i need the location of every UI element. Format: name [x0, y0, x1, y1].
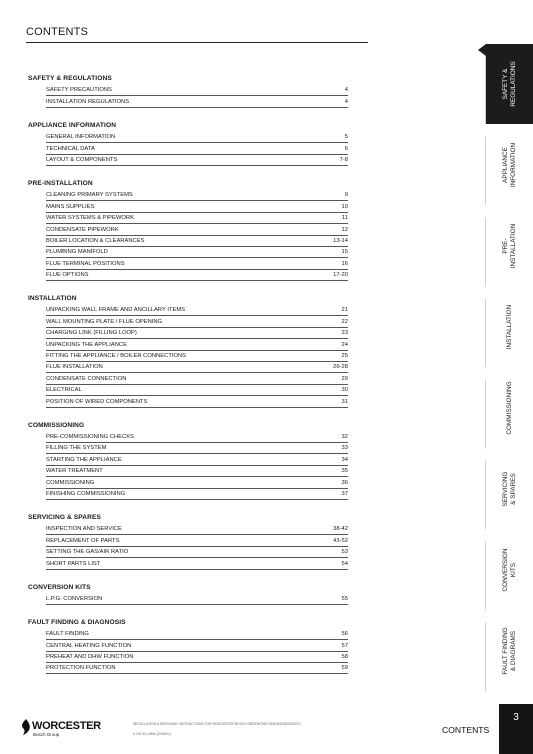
toc-section: [28, 421, 348, 500]
toc-entry-label: FILLING THE SYSTEM: [46, 445, 107, 452]
toc-entry-page: 32: [341, 433, 348, 440]
toc-section: [28, 583, 348, 605]
toc-entry[interactable]: [46, 524, 348, 535]
tab-notch: [478, 530, 486, 542]
toc-section-title: PRE-INSTALLATION: [28, 179, 93, 187]
toc-entry[interactable]: [46, 652, 348, 663]
toc-section-title: SERVICING & SPARES: [28, 513, 102, 521]
section-tab-label: [506, 305, 514, 350]
toc-entry-page: 25: [341, 353, 348, 360]
footer-document-title: INSTALLATION & SERVICING INSTRUCTIONS FOR WORCESTER BOSCH GREENSTAR 25Si/30Si/25Si/28CDi: [133, 722, 301, 726]
toc-entry-label: MAINS SUPPLIES: [46, 203, 95, 210]
toc-entry-label: WALL MOUNTING PLATE / FLUE OPENING: [46, 318, 163, 325]
toc-entry-label: GENERAL INFORMATION: [46, 134, 116, 141]
toc-entry[interactable]: [46, 362, 348, 373]
toc-entry-page: 55: [341, 595, 348, 602]
toc-entry-label: UNPACKING THE APPLIANCE: [46, 341, 127, 348]
toc-entry-label: CLEANING PRIMARY SYSTEMS: [46, 192, 133, 199]
footer-contents-label: CONTENTS: [442, 725, 490, 735]
toc-entry-page: 35: [341, 468, 348, 475]
toc-entry-page: 16: [341, 260, 348, 267]
section-tab-label: [502, 224, 518, 269]
toc-entry-page: 38-42: [333, 526, 348, 533]
section-tab-label-line: CONVERSION: [501, 548, 509, 592]
toc-entry-label: UNPACKING WALL FRAME AND ANCILLARY ITEMS: [46, 307, 186, 314]
toc-entry-page: 26-28: [333, 364, 348, 371]
toc-section: [28, 74, 348, 108]
section-tab-label-line: SERVICING: [501, 471, 509, 507]
toc-entry-label: SAFETY PRECAUTIONS: [46, 87, 112, 94]
section-tab[interactable]: [485, 530, 533, 610]
toc-entry-label: SHORT PARTS LIST: [46, 560, 101, 567]
toc-entry-label: CONDENSATE CONNECTION: [46, 375, 127, 382]
toc-entry[interactable]: [46, 339, 348, 350]
toc-entry-page: 23: [341, 330, 348, 337]
section-tab-label-line: KITS: [509, 562, 517, 578]
toc-entry-label: FAULT FINDING: [46, 631, 89, 638]
toc-entry-page: 53: [341, 549, 348, 556]
section-tab-label-line: INSTALLATION: [505, 304, 513, 350]
toc-section-title: FAULT FINDING & DIAGNOSIS: [28, 618, 126, 626]
section-tab-label: [502, 61, 518, 106]
toc-entry-label: FINISHING COMMISSIONING: [46, 490, 126, 497]
toc-entry-page: 29: [341, 375, 348, 382]
page-number-box: [499, 704, 533, 754]
toc-entry[interactable]: [46, 224, 348, 235]
toc-entry[interactable]: [46, 663, 348, 674]
toc-section: [28, 294, 348, 408]
toc-entry-label: CONDENSATE PIPEWORK: [46, 226, 119, 233]
toc-entry-page: 43-52: [333, 537, 348, 544]
section-tab-label-line: APPLIANCE: [501, 147, 509, 183]
section-tab[interactable]: [485, 287, 533, 367]
toc-entry-page: 54: [341, 560, 348, 567]
toc-entry[interactable]: [46, 270, 348, 281]
toc-entry-label: POSITION OF WIRED COMPONENTS: [46, 398, 148, 405]
toc-entry-label: INSPECTION AND SERVICE: [46, 526, 122, 533]
toc-entry-page: 17-20: [333, 272, 348, 279]
tab-notch: [478, 449, 486, 461]
page-title: CONTENTS: [26, 26, 89, 38]
toc-entry-page: 59: [341, 665, 348, 672]
tab-notch: [478, 368, 486, 380]
toc-entry[interactable]: [46, 143, 348, 154]
toc-entry[interactable]: [46, 535, 348, 546]
section-tab[interactable]: [485, 611, 533, 691]
toc-entry-label: TECHNICAL DATA: [46, 145, 95, 152]
section-tab[interactable]: [485, 368, 533, 448]
toc-entry[interactable]: [46, 640, 348, 651]
toc-entry[interactable]: [46, 328, 348, 339]
toc-entry-label: PROTECTION FUNCTION: [46, 665, 116, 672]
toc-entry[interactable]: [46, 477, 348, 488]
toc-entry[interactable]: [46, 236, 348, 247]
toc-entry[interactable]: [46, 213, 348, 224]
section-tab-label-line: & DIAGRAMS: [509, 630, 517, 672]
toc-entry-label: FLUE OPTIONS: [46, 272, 89, 279]
toc-entry[interactable]: [46, 201, 348, 212]
toc-entry-page: 56: [341, 631, 348, 638]
toc-entry-label: PREHEAT AND DHW FUNCTION: [46, 654, 134, 661]
section-tab-label-line: SAFETY &: [501, 68, 509, 100]
toc-section: [28, 618, 348, 675]
worcester-logo: [20, 716, 116, 740]
toc-entry-page: 34: [341, 456, 348, 463]
toc-entry[interactable]: [46, 466, 348, 477]
toc-entry-label: FLUE TERMINAL POSITIONS: [46, 260, 125, 267]
toc-entry-page: 24: [341, 341, 348, 348]
toc-section-title: APPLIANCE INFORMATION: [28, 121, 117, 129]
section-tab-label: [502, 471, 518, 506]
toc-entry[interactable]: [46, 258, 348, 269]
toc-entry-page: 5: [344, 134, 348, 141]
tab-notch: [478, 287, 486, 299]
logo-text: WORCESTER: [32, 720, 101, 732]
section-tab[interactable]: [485, 125, 533, 205]
toc-entry-page: 31: [341, 398, 348, 405]
toc-entry[interactable]: [46, 489, 348, 500]
section-tab-label: [502, 143, 518, 187]
toc-entry[interactable]: [46, 454, 348, 465]
toc-section: [28, 179, 348, 281]
toc-entry-label: COMMISSIONING: [46, 479, 95, 486]
toc-entry-label: CENTRAL HEATING FUNCTION: [46, 642, 132, 649]
section-tab[interactable]: [485, 449, 533, 529]
toc-entry-label: PLUMBING MANIFOLD: [46, 249, 108, 256]
toc-entry[interactable]: [46, 316, 348, 327]
tab-notch: [478, 44, 486, 56]
toc-entry[interactable]: [46, 547, 348, 558]
table-of-contents: [28, 74, 348, 687]
toc-entry-label: INSTALLATION REGULATIONS: [46, 98, 130, 105]
toc-entry-page: 21: [341, 307, 348, 314]
toc-section-title: COMMISSIONING: [28, 421, 85, 429]
toc-entry-label: WATER SYSTEMS & PIPEWORK: [46, 215, 134, 222]
logo-subtext: Bosch Group: [33, 732, 60, 737]
section-tab-label: [502, 627, 518, 674]
toc-entry-page: 4: [344, 87, 348, 94]
toc-entry[interactable]: [46, 85, 348, 96]
toc-section-title: SAFETY & REGULATIONS: [28, 75, 112, 82]
toc-entry-label: WATER TREATMENT: [46, 468, 103, 475]
section-tab-label-line: INSTALLATION: [509, 223, 517, 269]
tab-notch: [478, 611, 486, 623]
section-tab-label-line: PRE-: [501, 238, 509, 254]
toc-entry-label: SETTING THE GAS/AIR RATIO: [46, 549, 129, 556]
section-tab-label-line: FAULT FINDING: [501, 627, 509, 675]
toc-entry[interactable]: [46, 247, 348, 258]
footer-document-code: 6 720 612 485d (2006/01): [133, 732, 171, 736]
toc-entry-label: FITTING THE APPLIANCE / BOILER CONNECTIONS: [46, 353, 187, 360]
toc-entry-label: BOILER LOCATION & CLEARANCES: [46, 237, 145, 244]
section-tab-label: [502, 549, 518, 592]
toc-entry-label: REPLACEMENT OF PARTS: [46, 537, 120, 544]
toc-entry[interactable]: [46, 132, 348, 143]
toc-entry-page: 22: [341, 318, 348, 325]
toc-entry-page: 4: [344, 98, 348, 105]
toc-entry[interactable]: [46, 443, 348, 454]
toc-entry[interactable]: [46, 629, 348, 640]
toc-entry-page: 12: [341, 226, 348, 233]
section-tab-label-line: INFORMATION: [509, 142, 517, 188]
tab-notch: [478, 125, 486, 137]
toc-entry-page: 57: [341, 642, 348, 649]
toc-entry[interactable]: [46, 558, 348, 569]
section-tab-label-line: REGULATIONS: [509, 61, 517, 107]
toc-entry-page: 13-14: [333, 237, 348, 244]
toc-entry-page: 10: [341, 203, 348, 210]
logo-mark-icon: [20, 718, 32, 736]
toc-entry-page: 37: [341, 490, 348, 497]
toc-entry-page: 9: [344, 192, 348, 199]
toc-entry-label: FLUE INSTALLATION: [46, 364, 103, 371]
toc-section-title: INSTALLATION: [28, 295, 77, 303]
toc-entry[interactable]: [46, 385, 348, 396]
toc-entry[interactable]: [46, 351, 348, 362]
toc-entry-label: CHARGING LINK (FILLING LOOP): [46, 330, 137, 337]
section-tab-label: [506, 381, 514, 434]
toc-entry[interactable]: [46, 155, 348, 166]
toc-entry-page: 58: [341, 654, 348, 661]
toc-entry-page: 30: [341, 387, 348, 394]
toc-entry-page: 15: [341, 249, 348, 256]
toc-entry-label: ELECTRICAL: [46, 387, 82, 394]
page-number: 3: [513, 712, 519, 723]
toc-entry[interactable]: [46, 396, 348, 407]
toc-entry[interactable]: [46, 373, 348, 384]
toc-entry-label: PRE-COMMISSIONING CHECKS: [46, 433, 134, 440]
toc-section-title: CONVERSION KITS: [28, 583, 91, 591]
toc-entry[interactable]: [46, 432, 348, 443]
toc-entry-page: 11: [341, 215, 348, 222]
toc-entry[interactable]: [46, 96, 348, 107]
toc-entry[interactable]: [46, 305, 348, 316]
section-tab[interactable]: [485, 44, 533, 124]
section-tab[interactable]: [485, 206, 533, 286]
toc-entry-page: 6: [344, 145, 348, 152]
toc-entry-label: LAYOUT & COMPONENTS: [46, 156, 118, 163]
toc-entry-page: 7-8: [339, 156, 348, 163]
section-tab-label-line: COMMISSIONING: [505, 381, 513, 435]
toc-section: [28, 121, 348, 166]
toc-entry-page: 33: [341, 445, 348, 452]
toc-section: [28, 513, 348, 570]
section-tab-label-line: & SPARES: [509, 473, 517, 505]
toc-entry-label: L.P.G. CONVERSION: [46, 595, 103, 602]
tab-notch: [478, 206, 486, 218]
toc-entry[interactable]: [46, 594, 348, 605]
title-rule: [26, 42, 368, 43]
toc-entry-page: 36: [341, 479, 348, 486]
toc-entry[interactable]: [46, 190, 348, 201]
toc-entry-label: STARTING THE APPLIANCE: [46, 456, 122, 463]
